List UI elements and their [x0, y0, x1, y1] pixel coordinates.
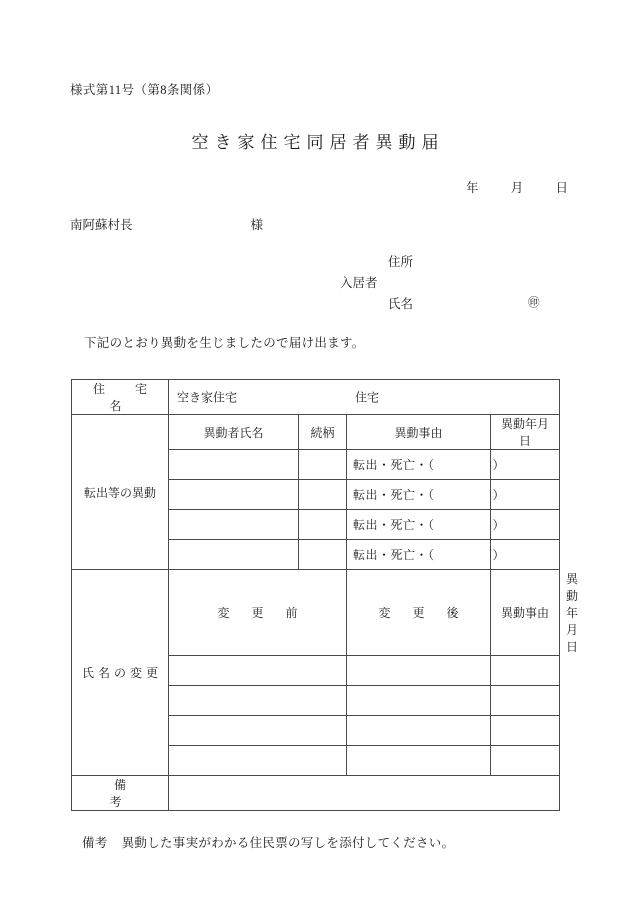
transfer-relation-input-2[interactable] — [299, 510, 347, 540]
transfer-name-input-1[interactable] — [169, 480, 299, 510]
addressee-honorific: 様 — [250, 218, 264, 232]
date-day-label: 日 — [555, 181, 568, 195]
transfer-header-relation: 続柄 — [299, 415, 347, 450]
reason-suffix: ） — [492, 458, 506, 472]
movement-table — [71, 379, 579, 811]
resident-address-label: 住所 — [388, 255, 414, 269]
name-change-before-input-2[interactable] — [169, 716, 347, 746]
name-change-after-input-1[interactable] — [347, 686, 491, 716]
seal-icon: ㊞ — [528, 297, 540, 309]
name-change-header-before: 変 更 前 — [169, 570, 347, 656]
addressee-name: 南阿蘇村長 — [70, 218, 133, 232]
reason-prefix: 転出・死亡・（ — [353, 488, 435, 502]
transfer-name-input-2[interactable] — [169, 510, 299, 540]
date-line — [0, 178, 630, 196]
footer-note-text: 異動した事実がわかる住民票の写しを添付してください。 — [121, 836, 455, 850]
name-change-reason-input-3[interactable] — [491, 746, 560, 776]
name-change-after-input-2[interactable] — [347, 716, 491, 746]
transfer-reason-cell-2[interactable] — [347, 510, 506, 540]
table-row-name-change-headers: 氏名の変更 変 更 前 変 更 後 異動事由 異動年月日 — [72, 570, 560, 656]
remarks-label: 備 考 — [72, 776, 169, 811]
footer-note — [82, 833, 454, 851]
reason-prefix: 転出・死亡・（ — [353, 518, 435, 532]
reason-prefix: 転出・死亡・（ — [353, 548, 435, 562]
name-change-before-input-0[interactable] — [169, 656, 347, 686]
name-change-before-input-1[interactable] — [169, 686, 347, 716]
transfer-name-input-0[interactable] — [169, 450, 299, 480]
reason-suffix: ） — [492, 518, 506, 532]
remarks-input[interactable] — [169, 776, 560, 811]
house-name-label: 住 宅 名 — [72, 380, 169, 415]
name-change-header-reason: 異動事由 — [491, 570, 560, 656]
table-row-house-name — [72, 380, 560, 415]
footer-note-prefix: 備考 — [82, 836, 108, 850]
statement-text: 下記のとおり異動を生じましたので届け出ます。 — [84, 336, 365, 350]
transfer-reason-cell-3[interactable] — [347, 540, 506, 570]
resident-name-label: 氏名 — [388, 297, 414, 311]
reason-suffix: ） — [492, 548, 506, 562]
name-change-after-input-0[interactable] — [347, 656, 491, 686]
house-name-value-cell — [169, 380, 560, 415]
reason-suffix: ） — [492, 488, 506, 502]
transfer-relation-input-1[interactable] — [299, 480, 347, 510]
page-title: 空き家住宅同居者異動届 — [191, 133, 445, 152]
name-change-after-input-3[interactable] — [347, 746, 491, 776]
name-change-reason-input-2[interactable] — [491, 716, 560, 746]
transfer-section-label: 転出等の異動 — [72, 415, 169, 570]
name-change-header-after: 変 更 後 — [347, 570, 491, 656]
table-row-transfer-headers — [72, 415, 560, 450]
transfer-relation-input-3[interactable] — [299, 540, 347, 570]
table-row-remarks — [72, 776, 560, 811]
date-month-label: 月 — [510, 181, 524, 195]
house-name-value-left: 空き家住宅 — [177, 390, 238, 405]
transfer-reason-cell-1[interactable] — [347, 480, 506, 510]
name-change-reason-input-1[interactable] — [491, 686, 560, 716]
form-code: 様式第11号（第8条関係） — [70, 83, 219, 97]
name-change-reason-input-0[interactable] — [491, 656, 560, 686]
reason-prefix: 転出・死亡・（ — [353, 458, 435, 472]
transfer-header-date: 異動年月日 — [491, 415, 560, 450]
house-name-value-mid: 住宅 — [355, 390, 380, 405]
name-change-before-input-3[interactable] — [169, 746, 347, 776]
resident-tag: 入居者 — [340, 276, 378, 290]
transfer-name-input-3[interactable] — [169, 540, 299, 570]
transfer-header-name: 異動者氏名 — [169, 415, 299, 450]
transfer-relation-input-0[interactable] — [299, 450, 347, 480]
date-year-label: 年 — [465, 181, 479, 195]
name-change-section-label: 氏名の変更 — [72, 570, 169, 776]
transfer-reason-cell-0[interactable] — [347, 450, 506, 480]
addressee-line — [70, 215, 263, 233]
transfer-header-reason: 異動事由 — [347, 415, 491, 450]
